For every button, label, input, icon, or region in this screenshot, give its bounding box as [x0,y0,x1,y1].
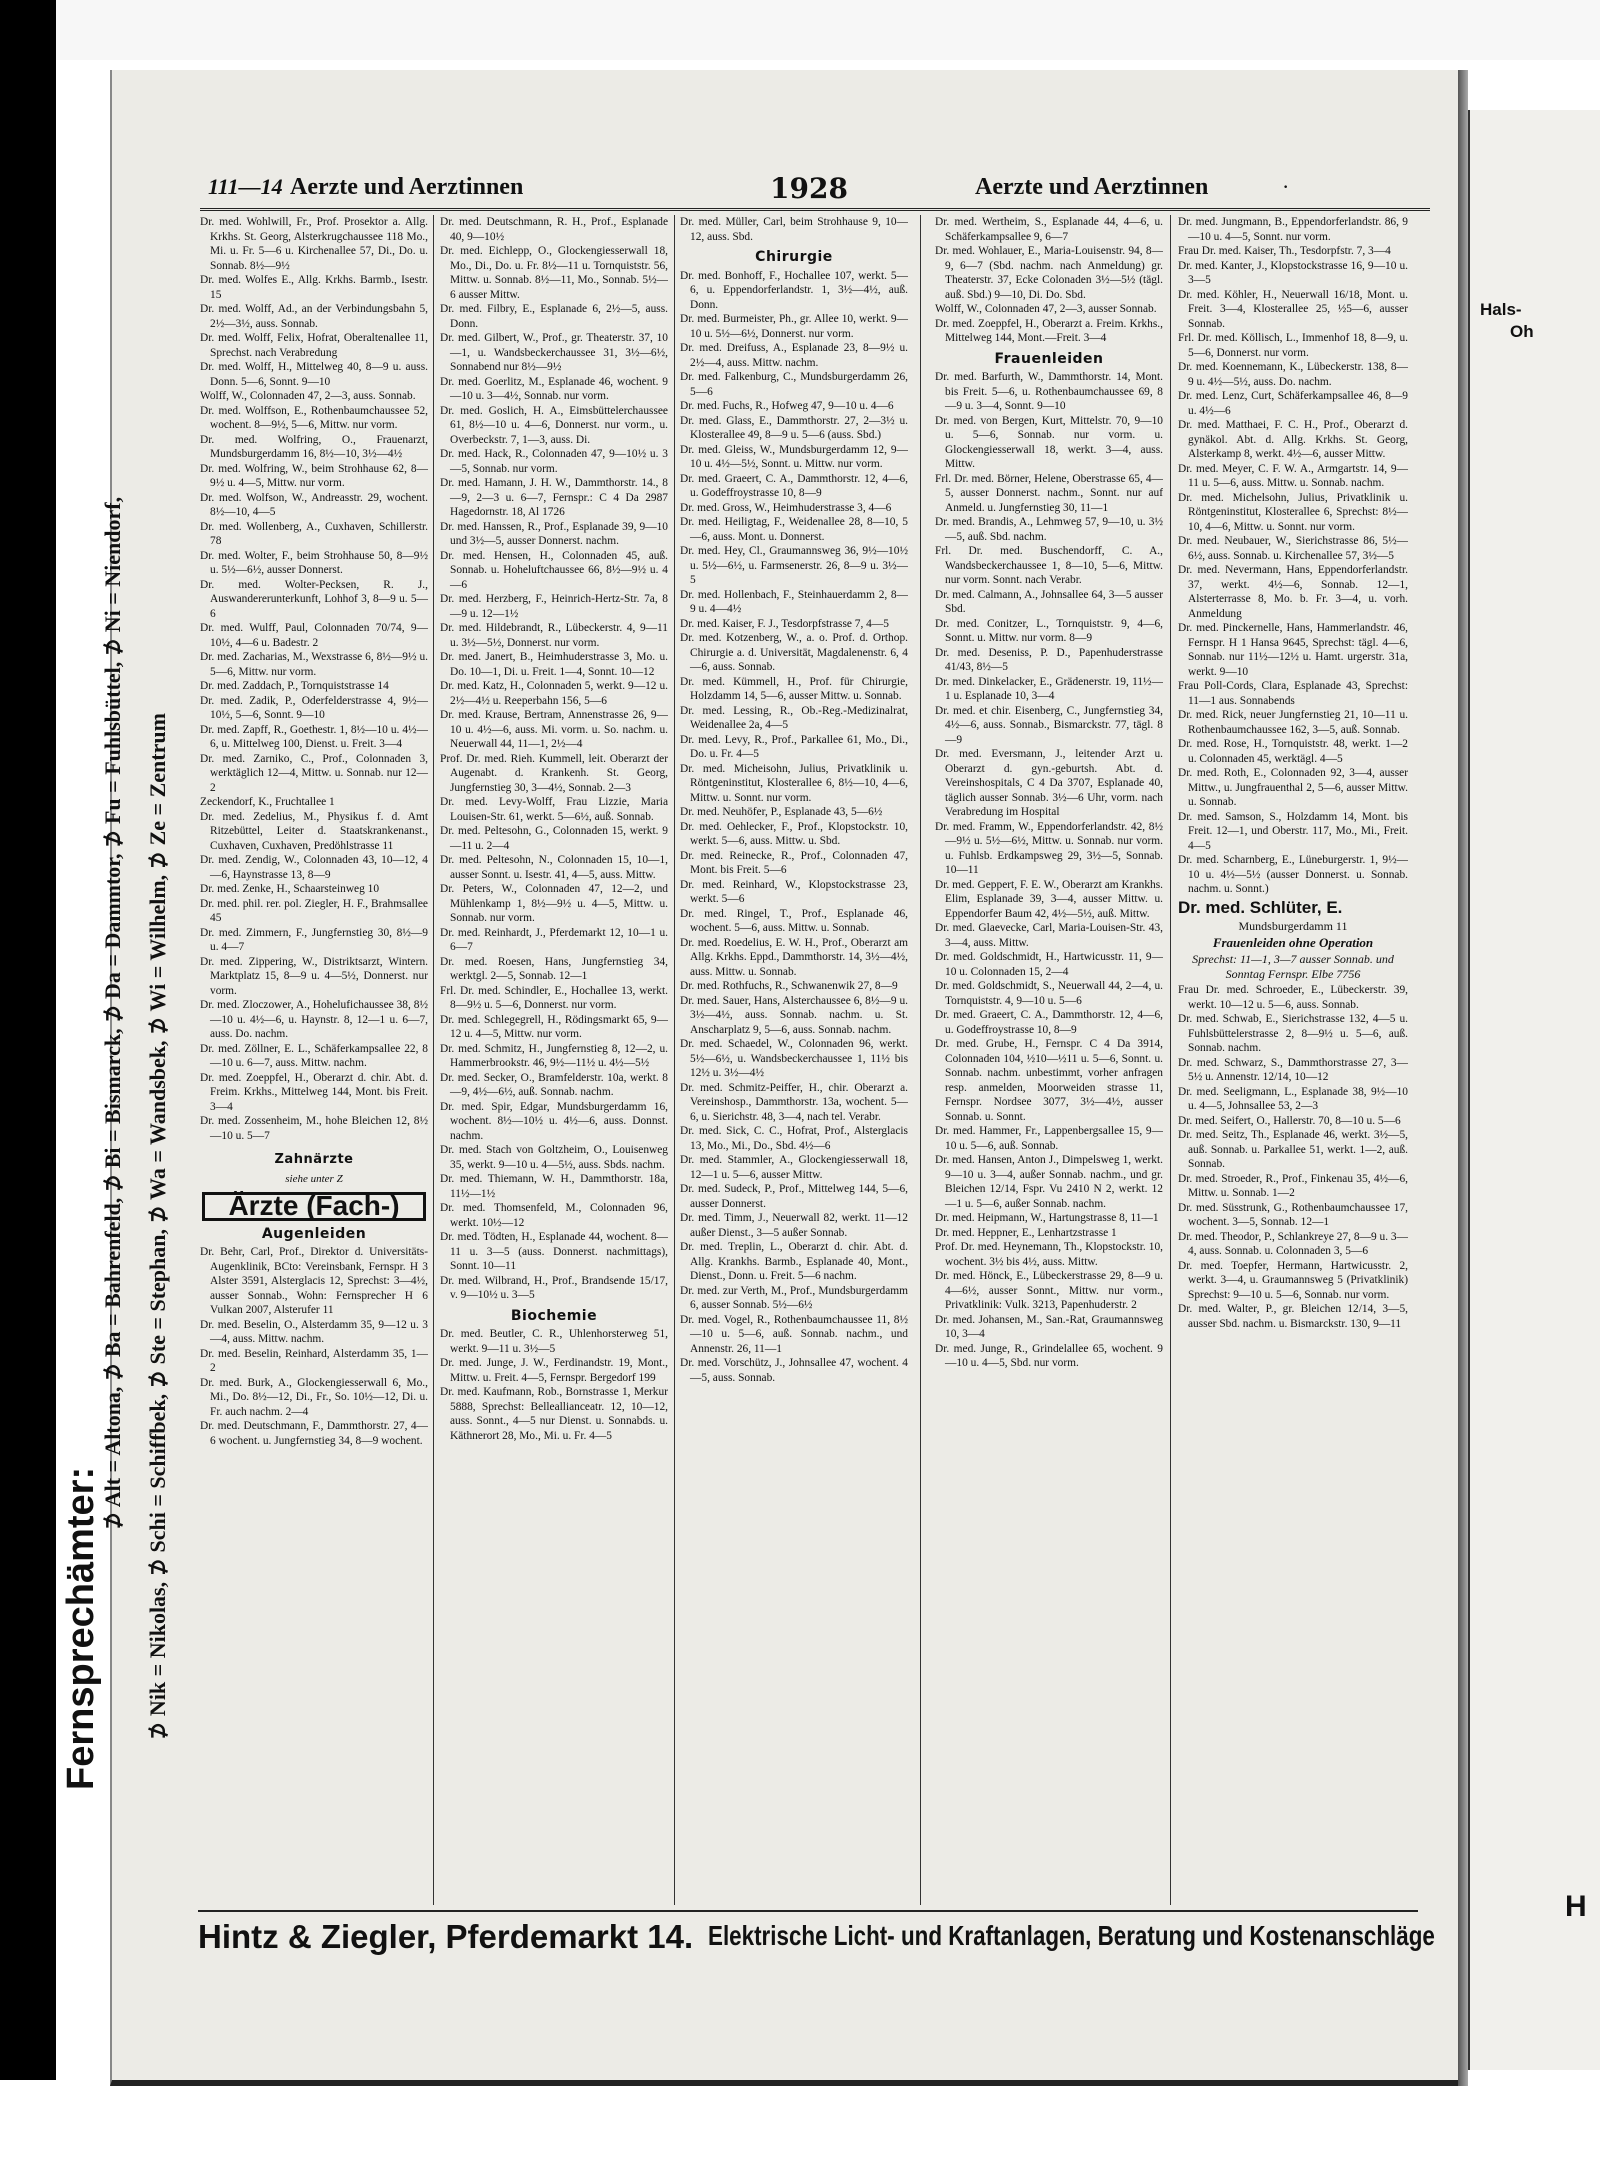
directory-entry: Dr. med. Walter, P., gr. Bleichen 12/14, 3—5, ausser Sbd. nachm. u. Bismarckstr. 130, 9—11 [1178,1303,1408,1330]
directory-entry: Dr. med. Seitz, Th., Esplanade 46, werkt. 3½—5, auß. Sonnab. u. Parkallee 51, werkt. 1—2, auß. Sonnab. [1178,1129,1408,1170]
directory-entry: Dr. med. Gilbert, W., Prof., gr. Theaterstr. 37, 10—1, u. Wandsbeckerchaussee 31, 3½—6½, Sonnabend nur 8½—9½ [440,332,668,373]
directory-entry: Dr. med. Matthaei, F. C. H., Prof., Oberarzt d. gynäkol. Abt. d. Allg. Krkhs. St. Georg, Alsterkamp 8, werkt. 4½—6, ausser Mittw. [1178,419,1408,460]
directory-entry: Dr. med. Peltesohn, G., Colonnaden 15, werkt. 9—11 u. 2—4 [440,825,668,852]
column-5 [1178,215,1408,1905]
zahnarzte-title: Zahnärzte [274,1152,354,1167]
directory-entry: Dr. med. Falkenburg, C., Mundsburgerdamm 26, 5—6 [680,371,908,398]
directory-entry: Dr. med. Wolter, F., beim Strohhause 50, 8—9½ u. 5½—6½, ausser Donnerst. [200,549,428,576]
next-page-letter: H [1565,1890,1587,1923]
directory-entry: Dr. med. Wolter-Pecksen, R. J., Auswandererunterkunft, Lohhof 3, 8—9 u. 5—6 [200,578,428,620]
directory-entry: Dr. med. Hollenbach, F., Steinhauerdamm 2, 8—9 u. 4—4½ [680,588,908,615]
column-divider [1170,215,1171,1905]
directory-entry: Dr. med. Hönck, E., Lübeckerstrasse 29, 8—9 u. 4—6½, ausser Sonnt., Mittw. nur vorm., Privatklinik: Vulk. 3213, Papenhuderstr. 2 [935,1270,1163,1311]
directory-entry: Dr. med. Framm, W., Eppendorferlandstr. 42, 8½—9½ u. 5½—6½, Mittw. u. Sonnab. nur vorm. u. Fuhlsb. Erdkampsweg 29, 3½—5, Sonnab. 10—11 [935,820,1163,876]
directory-entry: Dr. med. Pinckernelle, Hans, Hammerlandstr. 46, Fernspr. H 1 Hansa 9645, Sprechst: tägl. 4—6, Sonnab. nur 11½—12½ u. Hamt. urgerstr. 31a, werkt. 9—10 [1178,622,1408,678]
entry-list [200,1245,428,1448]
section-frauenleiden: Frauenleiden [994,350,1104,367]
directory-entry: Dr. med. Hammer, Fr., Lappenbergsallee 15, 9—10 u. 5—6, auß. Sonnab. [935,1125,1163,1152]
directory-entry: Dr. med. Schmitz, H., Jungfernstieg 8, 12—2, u. Hammerbrookstr. 46, 9½—11½ u. 4½—5½ [440,1042,668,1069]
directory-entry: Wolff, W., Colonnaden 47, 2—3, auss. Sonnab. [200,390,416,402]
directory-entry: Dr. med. Toepfer, Hermann, Hartwicusstr. 2, werkt. 3—4, u. Graumannsweg 5 (Privatklinik) Sprechst: 9—10 u. 5—6, Sonnab. nur vorm. [1178,1259,1408,1301]
directory-entry: Dr. med. Peltesohn, N., Colonnaden 15, 10—1, ausser Sonnt. u. Isestr. 41, 4—5, auss. Mittw. [440,854,668,881]
directory-entry: Dr. med. Thomsenfeld, M., Colonnaden 96, werkt. 10½—12 [440,1202,668,1229]
directory-entry: Dr. med. Hildebrandt, R., Lübeckerstr. 4, 9—11 u. 3½—5½, Donnerst. nur vorm. [440,622,668,649]
directory-entry: Dr. med. Wollenberg, A., Cuxhaven, Schillerstr. 78 [200,520,428,547]
sidebar-exchange-list-1: ⊅ Alt = Altona, ⊅ Ba = Bahrenfeld, ⊅ Bi = Bismarck, ⊅ Da = Dammtor, ⊅ Fu = Fuhlsbüttel, ⊅ Ni = Niendorf, [100,496,125,1530]
directory-entry: Dr. med. Stroeder, R., Prof., Finkenau 35, 4½—6, Mittw. u. Sonnab. 1—2 [1178,1172,1408,1199]
directory-entry: Dr. med. Deutschmann, F., Dammthorstr. 27, 4—6 wochent. u. Jungfernstieg 34, 8—9 wochent. [200,1420,428,1447]
directory-entry: Dr. med. Zaddach, P., Tornquiststrasse 14 [200,680,389,692]
directory-entry: Dr. med. Zadik, P., Oderfelderstrasse 4, 9½—10½, 5—6, Sonnt. 9—10 [200,694,428,721]
directory-entry: Dr. med. Wolfring, O., Frauenarzt, Mundsburgerdamm 16, 8½—10, 3½—4½ [200,433,428,460]
directory-entry: Dr. med. Zendig, W., Colonnaden 43, 10—12, 4—6, Haynstrasse 13, 8—9 [200,854,428,881]
directory-entry: Dr. med. Zacharias, M., Wexstrasse 6, 8½—9½ u. 5—6, Mittw. nur vorm. [200,651,428,678]
next-page-heading-1: Hals- [1480,300,1522,319]
directory-entry: Dr. med. Wolff, Ad., an der Verbindungsbahn 5, 2½—3½, auss. Sonnab. [200,303,428,330]
directory-entry: Dr. med. Ringel, T., Prof., Esplanade 46, wochent. 5—6, auss. Mittw. u. Sonnab. [680,907,908,934]
directory-entry: Dr. med. Rose, H., Tornquiststr. 48, werkt. 1—2 u. Colonnaden 45, werktägl. 4—5 [1178,738,1408,765]
directory-entry: Dr. med. Kotzenberg, W., a. o. Prof. d. Orthop. Chirurgie a. d. Universität, Magdalenenstr. 6, 4—6, auss. Sonnab. [680,632,908,673]
scan-left-border [0,0,56,2080]
directory-entry: Dr. med. Schlegegrell, H., Rödingsmarkt 65, 9—12 u. 4—5, Mittw. nur vorm. [440,1013,668,1040]
directory-entry: Dr. med. Barfurth, W., Dammthorstr. 14, Mont. bis Freit. 5—6, u. Rothenbaumchaussee 69, 8—9 u. 3—4, Sonnt. 9—10 [935,371,1163,412]
directory-entry: Dr. Peters, W., Colonnaden 47, 12—2, und Mühlenkamp 1, 8½—9½ u. 4—5, Mittw. u. Sonnab. nur vorm. [440,883,668,924]
directory-entry: Dr. med. Michelsohn, Julius, Privatklinik u. Röntgeninstitut, Klosterallee 6, Sprechst: 8½—10, 4—6, Mittw. u. Sonnt. nur vorm. [1178,491,1408,533]
directory-entry: Dr. med. Goslich, H. A., Eimsbüttelerchaussee 61, 8½—10 u. 4—6, Donnerst. nur vorm., u. Overbeckstr. 7, 1—3, auss. Di. [440,404,668,446]
zahnarzte-reference: siehe unter Z [285,1172,343,1185]
directory-entry: Dr. med. Rick, neuer Jungfernstieg 21, 10—11 u. Rothenbaumchaussee 162, 3—5, auß. Sonnab. [1178,709,1408,736]
directory-entry: Dr. med. Lenz, Curt, Schäferkampsallee 46, 8—9 u. 4½—6 [1178,390,1408,417]
directory-entry: Dr. med. Eversmann, J., leitender Arzt u. Oberarzt d. gyn.-geburtsh. Abt. d. Vereinshospitals, C 4 Da 3707, Esplanade 40, täglich ausser Sonnab. 3½—6 Uhr, vorm. nach Verabredung im Hospital [935,748,1163,818]
column-2 [440,215,668,1905]
directory-entry: Prof. Dr. med. Rieh. Kummell, leit. Oberarzt der Augenabt. d. Krankenh. St. Georg, Jungfernstieg 30, 3—4½, Sonnab. 2—3 [440,752,668,794]
directory-entry: Dr. med. Goldschmidt, S., Neuerwall 44, 2—4, u. Tornquiststr. 4, 9—10 u. 5—6 [935,980,1163,1007]
directory-entry: Dr. med. Tödten, H., Esplanade 44, wochent. 8—11 u. 3—5 (auss. Donnerst. nachmittags), Sonnt. 10—11 [440,1231,668,1272]
directory-entry: Dr. med. Hamann, J. H. W., Dammthorstr. 14., 8—9, 2—3 u. 6—7, Fernspr.: C 4 Da 2987 Hagedornstr. 18, Al 1726 [440,477,668,518]
directory-entry: Dr. med. Zimmern, F., Jungfernstieg 30, 8½—9 u. 4—7 [200,926,428,953]
directory-entry: Zeckendorf, K., Fruchtallee 1 [200,796,335,808]
column-divider [674,215,675,1905]
directory-entry: Dr. med. Brandis, A., Lehmweg 57, 9—10, u. 3½—5, auß. Sbd. nachm. [935,516,1163,543]
directory-entry: Dr. med. Theodor, P., Schlankreye 27, 8—9 u. 3—4, auss. Sonnab. u. Colonnaden 3, 5—6 [1178,1230,1408,1257]
directory-entry: Dr. med. Filbry, E., Esplanade 6, 2½—5, auss. Donn. [440,303,668,330]
directory-entry: Dr. med. Wolfson, W., Andreasstr. 29, wochent. 8½—10, 4—5 [200,491,428,518]
directory-entry: Dr. med. Glaevecke, Carl, Maria-Louisen-Str. 43, 3—4, auss. Mittw. [935,922,1163,949]
directory-entry: Dr. med. Beutler, C. R., Uhlenhorsterweg 51, werkt. 9—11 u. 3½—5 [440,1328,668,1355]
directory-entry: Dr. Behr, Carl, Prof., Direktor d. Universitäts-Augenklinik, BCto: Vereinsbank, Fernspr. H 3 Alster 3591, Alsterglacis 12, Sprechst: 3—4½, ausser Sonnab., Wohn: Fernsprecher H 6 Vulkan 2007, Alsterufer 11 [200,1246,428,1316]
sidebar-title: Fernsprechämter: [60,1466,102,1790]
page-number: 111—14 [208,174,283,199]
sidebar-exchange-list-2: ⊅ Nik = Nikolas, ⊅ Schi = Schiffbek, ⊅ Ste = Stephan, ⊅ Wa = Wandsbek, ⊅ Wi = Wilhelm, ⊅ Ze = Zentrum [145,713,170,1740]
featured-entry-hours: Sprechst: 11—1, 3—7 ausser Sonnab. und Sonntag Fernspr. Elbe 7756 [1192,952,1394,981]
advertisement-footer [198,1910,1435,1958]
directory-entry: Dr. med. Heipmann, W., Hartungstrasse 8, 11—1 [935,1212,1159,1224]
directory-entry: Dr. med. Deseniss, P. D., Papenhuderstrasse 41/43, 8½—5 [935,646,1163,673]
directory-entry: Dr. med. Sauer, Hans, Alsterchaussee 6, 8½—9 u. 3½—4½, auss. Sonnab. nachm. u. St. Anscharplatz 9, 5—6, auss. Sonnab. nachm. [680,994,908,1036]
directory-entry: Dr. med. Hansen, Anton J., Dimpelsweg 1, werkt. 9—10 u. 3—4, außer Sonnab. nachm., und gr. Bleichen 12/14, Fspr. Vu 2410 N 2, werkt. 12—1 u. 5—6, außer Sonnab. nachm. [935,1154,1163,1210]
directory-entry: Dr. med. Roth, E., Colonnaden 92, 3—4, ausser Mittw., u. Jungfrauenthal 2, 5—6, ausser Mittw. u. Sonnab. [1178,767,1408,808]
directory-entry: Dr. med. Koennemann, K., Lübeckerstr. 138, 8—9 u. 4½—5½, auss. Do. nachm. [1178,361,1408,388]
directory-entry: Dr. med. Schmitz-Peiffer, H., chir. Oberarzt a. Vereinshosp., Dammthorstr. 13a, wochent. 5—6, u. Sierichstr. 48, 3—4, nach tel. Verabr. [680,1081,908,1123]
directory-entry: Dr. med. Sudeck, P., Prof., Mittelweg 144, 5—6, ausser Donnerst. [680,1183,908,1210]
next-page-edge [1468,110,1600,2070]
entry-list [200,215,428,1143]
directory-entry: Dr. med. Zöllner, E. L., Schäferkampsallee 22, 8—10 u. 6—7, auss. Mittw. nachm. [200,1042,428,1069]
directory-entry: Dr. med. Reinhardt, J., Pferdemarkt 12, 10—1 u. 6—7 [440,926,668,953]
directory-entry: Dr. med. Scharnberg, E., Lüneburgerstr. 1, 9½—10 u. 4½—5½ (ausser Donnerst. u. Sonnab. nachm. u. Sonnt.) [1178,854,1408,895]
directory-entry: Dr. med. Katz, H., Colonnaden 5, werkt. 9—12 u. 2½—4½ u. Reeperbahn 156, 5—6 [440,680,668,707]
directory-entry: Dr. med. Kanter, J., Klopstockstrasse 16, 9—10 u. 3—5 [1178,259,1408,286]
directory-entry: Dr. med. Janert, B., Heimhuderstrasse 3, Mo. u. Do. 10—1, Di. u. Freit. 1—4, Sonnt. 10—12 [440,651,668,678]
directory-entry: Dr. med. Secker, O., Bramfelderstr. 10a, werkt. 8—9, 4½—6½, auß. Sonnab. nachm. [440,1071,668,1098]
directory-entry: Dr. med. Müller, Carl, beim Strohhause 9, 10—12, auss. Sbd. [680,216,908,243]
directory-entry: Dr. med. Glass, E., Dammthorstr. 27, 2—3½ u. Klosterallee 49, 8—9 u. 5—6 (auss. Sbd.) [680,414,908,441]
directory-entry: Dr. med. Micheisohn, Julius, Privatklinik u. Röntgeninstitut, Klosterallee 6, 8½—10, 4—6, Mittw. u. Sonnt. nur vorm. [680,762,908,804]
directory-entry: Dr. med. Krause, Bertram, Annenstrasse 26, 9—10 u. 4½—6, auss. Mi. vorm. u. So. nachm. u. Neuerwall 44, 11—1, 2½—4 [440,709,668,750]
directory-entry: Dr. med. Eichlepp, O., Glockengiesserwall 18, Mo., Di., Do. u. Fr. 8½—11 u. Tornquiststr. 56, Mittw. u. Sonnab. 8½—11, Mo., Sonnab. 5½—6 ausser Mittw. [440,245,668,301]
directory-entry: Dr. med. Hey, Cl., Graumannsweg 36, 9½—10½ u. 5½—6½, u. Farmsenerstr. 26, 8—9 u. 3½—5 [680,545,908,586]
directory-entry: Dr. med. Heiligtag, F., Weidenallee 28, 8—10, 5—6, auss. Mont. u. Donnerst. [680,516,908,543]
directory-entry: Dr. med. Zenke, H., Schaarsteinweg 10 [200,883,380,895]
directory-entry: Dr. med. Hensen, H., Colonnaden 45, auß. Sonnab. u. Hoheluftchaussee 66, 8½—9½ u. 4—6 [440,549,668,591]
directory-entry: Dr. med. Grube, H., Fernspr. C 4 Da 3914, Colonnaden 104, ½10—½11 u. 5—6, Sonnt. u. Sonnab. nachm. unbestimmt, vorher anfragen resp. anmelden, Moorweiden strasse 11, Fernspr. Nordsee 3077, 3½—4½, ausser Sonnab. u. Sonnt. [935,1038,1163,1123]
next-page-heading-2: Oh [1510,322,1534,341]
entry-list [440,1327,668,1443]
directory-entry: Dr. med. Nevermann, Hans, Eppendorferlandstr. 37, werkt. 4½—6, Sonnab. 12—1, Alsterterrasse 8, Mo. b. Fr. 3—4, u. vorh. Anmeldung [1178,564,1408,620]
featured-entry-name: Dr. med. Schlüter, E. [1178,897,1343,917]
section-augenleiden: Augenleiden [261,1225,367,1242]
directory-entry: Dr. med. Stammler, A., Glockengiesserwall 18, 12—1 u. 5—6, ausser Mittw. [680,1154,908,1181]
column-1 [200,215,428,1905]
directory-entry: Dr. med. Calmann, A., Johnsallee 64, 3—5 ausser Sbd. [935,588,1163,615]
directory-entry: Dr. med. Dreifuss, A., Esplanade 23, 8—9½ u. 2½—4, auss. Mittw. nachm. [680,342,908,369]
directory-entry: Dr. med. Sick, C. C., Hofrat, Prof., Alsterglacis 13, Mo., Mi., Do., Sbd. 4½—6 [680,1125,908,1152]
directory-entry: Frl. Dr. med. Schindler, E., Hochallee 13, werkt. 8—9½ u. 5—6, Donnerst. nur vorm. [440,984,668,1011]
directory-entry: Dr. med. Levy-Wolff, Frau Lizzie, Maria Louisen-Str. 61, werkt. 5—6½, auß. Sonnab. [440,796,668,823]
directory-entry: Dr. med. Roesen, Hans, Jungfernstieg 34, werktgl. 2—5, Sonnab. 12—1 [440,955,668,982]
directory-entry: Dr. med. Zoeppfel, H., Oberarzt a. Freim. Krkhs., Mittelweg 144, Mont.—Freit. 3—4 [935,317,1163,344]
directory-entry: Dr. med. Vogel, R., Rothenbaumchaussee 11, 8½—10 u. 5—6, auß. Sonnab. nachm., und Annenstr. 26, 11—1 [680,1313,908,1355]
fach-section-box: Ärzte (Fach-) [202,1192,426,1221]
directory-entry: Dr. med. Wolfring, W., beim Strohhause 62, 8—9½ u. 4—5, Mittw. nur vorm. [200,462,428,489]
directory-entry: Dr. med. Kümmell, H., Prof. für Chirurgie, Holzdamm 14, 5—6, ausser Mittw. u. Sonnab. [680,675,908,702]
directory-entry: Dr. med. Samson, S., Holzdamm 14, Mont. bis Freit. 12—1, und Oberstr. 117, Mo., Mi., Freit. 4—5 [1178,810,1408,852]
directory-entry: Dr. med. Zloczower, A., Hohelufichaussee 38, 8½—10 u. 4½—6, u. Haynstr. 8, 12—1 u. 6—7, auss. Do. nachm. [200,999,428,1040]
directory-entry: Dr. med. Timm, J., Neuerwall 82, werkt. 11—12 außer Dienst., 3—5 außer Sonnab. [680,1212,908,1239]
directory-entry: Dr. med. Junge, R., Grindelallee 65, wochent. 9—10 u. 4—5, Sbd. nur vorm. [935,1342,1163,1369]
directory-entry: Dr. med. Beselin, O., Alsterdamm 35, 9—12 u. 3—4, auss. Mittw. nachm. [200,1318,428,1345]
directory-entry: Dr. med. Vorschütz, J., Johnsallee 47, wochent. 4—5, auss. Sonnab. [680,1357,908,1384]
directory-entry: Dr. med. Heppner, E., Lenhartzstrasse 1 [935,1226,1117,1239]
directory-entry: Dr. med. Reinhard, W., Klopstockstrasse 23, werkt. 5—6 [680,878,908,905]
entry-list [1178,983,1408,1331]
page-header [200,174,1430,211]
entry-list [1178,215,1408,897]
directory-entry: Dr. med. Geppert, F. E. W., Oberarzt am Krankhs. Elim, Esplanade 39, 3—4, ausser Mittw. u. Eppendorfer Baum 42, 4½—5½, auß. Mittw. [935,878,1163,920]
directory-entry: Dr. med. Hack, R., Colonnaden 47, 9—10½ u. 3—5, Sonnab. nur vorm. [440,448,668,475]
entry-list [680,215,908,244]
directory-entry: Dr. med. Burk, A., Glockengiesserwall 6, Mo., Mi., Do. 8½—12, Di., Fr., So. 10½—12, Di. u. Fr. auch nachm. 2—4 [200,1376,428,1418]
scan-top-margin [0,0,1600,60]
column-3 [680,215,908,1905]
directory-entry: Dr. med. Gleiss, W., Mundsburgerdamm 12, 9—10 u. 4½—5½, Sonnt. u. Mittw. nur vorm. [680,443,908,470]
directory-entry: Dr. med. Goldschmidt, H., Hartwicusstr. 11, 9—10 u. Colonnaden 15, 2—4 [935,951,1163,978]
page-edge-shadow [1458,70,1468,2086]
entry-list [935,215,1163,346]
directory-entry: Dr. med. Zedelius, M., Physikus f. d. Amt Ritzebüttel, Leiter d. Staatskrankenanst., Cuxhaven, Cuxhaven, Predöhlstrasse 11 [200,810,428,852]
directory-entry: Dr. med. Zoeppfel, H., Oberarzt d. chir. Abt. d. Freim. Krkhs., Mittelweg 144, Mont. bis Freit. 3—4 [200,1071,428,1113]
directory-entry: Dr. med. Wolff, H., Mittelweg 40, 8—9 u. auss. Donn. 5—6, Sonnt. 9—10 [200,361,428,388]
directory-entry: Dr. med. Neubauer, W., Sierichstrasse 86, 5½—6½, auss. Sonnab. u. Kirchenallee 57, 3½—5 [1178,535,1408,562]
section-biochemie: Biochemie [510,1307,598,1324]
footer-services: Elektrische Licht- und Kraftanlagen, Beratung und Kostenanschläge [708,1920,1435,1951]
directory-entry: Dr. med. Spir, Edgar, Mundsburgerdamm 16, wochent. 8½—10½ u. 4½—6, auss. Donnst. nachm. [440,1100,668,1142]
directory-entry: Dr. med. Dinkelacker, E., Grädenerstr. 19, 11½—1 u. Esplanade 10, 3—4 [935,675,1163,702]
header-year: 1928 [770,172,848,205]
featured-entry-address: Mundsburgerdamm 11 [1238,919,1348,933]
directory-entry: Dr. med. zur Verth, M., Prof., Mundsburgerdamm 6, ausser Sonnab. 5½—6½ [680,1284,908,1311]
directory-entry: Dr. med. Lessing, R., Ob.-Reg.-Medizinalrat, Weidenallee 2a, 4—5 [680,704,908,731]
directory-entry: Prof. Dr. med. Heynemann, Th., Klopstockstr. 10, wochent. 3½ bis 4½, auss. Mittw. [935,1241,1163,1268]
column-divider [433,215,434,1905]
header-title-right: Aerzte und Aerztinnen [975,174,1209,200]
directory-entry: Dr. med. Stach von Goltzheim, O., Louisenweg 35, werkt. 9—10 u. 4—5½, auss. Sbds. nachm. [440,1144,668,1171]
directory-entry: Dr. med. Meyer, C. F. W. A., Armgartstr. 14, 9—11 u. 5—6, auss. Mittw. u. Sonnab. nachm. [1178,462,1408,489]
directory-entry: Dr. med. Wilbrand, H., Prof., Brandsende 15/17, v. 9—10½ u. 3—5 [440,1274,668,1301]
column-4 [935,215,1163,1905]
directory-entry: Dr. med. Johansen, M., San.-Rat, Graumannsweg 10, 3—4 [935,1313,1163,1340]
directory-entry: Dr. med. Conitzer, L., Tornquiststr. 9, 4—6, Sonnt. u. Mittw. nur vorm. 8—9 [935,617,1163,644]
directory-entry: Dr. med. Deutschmann, R. H., Prof., Esplanade 40, 9—10½ [440,216,668,243]
header-dot: · [1282,174,1290,199]
featured-entry-specialty: Frauenleiden ohne Operation [1212,934,1374,950]
directory-entry: Dr. med. Levy, R., Prof., Parkallee 61, Mo., Di., Do. u. Fr. 4—5 [680,733,908,760]
directory-entry: Dr. med. Wulff, Paul, Colonnaden 70/74, 9—10½, 4—6 u. Badestr. 2 [200,622,428,649]
entry-list [935,370,1163,1371]
directory-entry: Dr. med. Zippering, W., Distriktsarzt, Wintern. Marktplatz 15, 8—9 u. 4—5½, Donnerst. nur vorm. [200,955,428,997]
directory-entry: Dr. med. Bonhoff, F., Hochallee 107, werkt. 5—6, u. Eppendorferlandstr. 1, 3½—4½, auß. Donn. [680,269,908,311]
directory-entry: Wolff, W., Colonnaden 47, 2—3, ausser Sonnab. [935,303,1157,315]
directory-entry: Dr. med. Beselin, Reinhard, Alsterdamm 35, 1—2 [200,1347,428,1374]
directory-entry: Dr. med. Graeert, C. A., Dammthorstr. 12, 4—6, u. Godeffroystrasse 10, 8—9 [935,1009,1163,1036]
directory-entry: Dr. med. Wolff, Felix, Hofrat, Oberaltenallee 11, Sprechst. nach Verabredung [200,332,428,359]
directory-entry: Dr. med. Junge, J. W., Ferdinandstr. 19, Mont., Mittw. u. Freit. 4—5, Fernspr. Bergedorf 199 [440,1357,668,1384]
directory-entry: Dr. med. phil. rer. pol. Ziegler, H. F., Brahmsallee 45 [200,897,428,924]
directory-entry: Dr. med. Kaufmann, Rob., Bornstrasse 1, Merkur 5888, Sprechst: Belleallianceatr. 12, 10—12, auss. Sonnt., 4—5 nur Dienst. u. Sonnabds. u. Käthnerort 28, Mo., Mi. u. Fr. 4—5 [440,1386,668,1442]
directory-entry: Dr. med. Rothfuchs, R., Schwanenwik 27, 8—9 [680,980,898,992]
directory-entry: Dr. med. Gross, W., Heimhuderstrasse 3, 4—6 [680,501,892,514]
directory-entry: Dr. med. Burmeister, Ph., gr. Allee 10, werkt. 9—10 u. 5½—6½, Donnerst. nur vorm. [680,313,908,340]
directory-entry: Dr. med. Neuhöfer, P., Esplanade 43, 5—6½ [680,806,883,818]
directory-entry: Dr. med. Süsstrunk, G., Rothenbaumchaussee 17, wochent. 3—5, Sonnab. 12—1 [1178,1201,1408,1228]
directory-entry: Dr. med. Schwarz, S., Dammthorstrasse 27, 3—5½ u. Annenstr. 12/14, 10—12 [1178,1056,1408,1083]
directory-entry: Dr. med. Wolfes E., Allg. Krkhs. Barmb., Isestr. 15 [200,274,428,301]
directory-entry: Dr. med. Kaiser, F. J., Tesdorpfstrasse 7, 4—5 [680,617,889,630]
directory-entry: Frau Poll-Cords, Clara, Esplanade 43, Sprechst: 11—1 aus. Sonnabends [1178,680,1408,707]
directory-entry: Dr. med. Zapff, R., Goethestr. 1, 8½—10 u. 4½—6, u. Mittelweg 100, Dienst. u. Freit. 3—4 [200,723,428,750]
directory-entry: Dr. med. Wertheim, S., Esplanade 44, 4—6, u. Schäferkampsallee 9, 6—7 [935,216,1163,243]
directory-entry: Dr. med. Schaedel, W., Colonnaden 96, werkt. 5½—6½, u. Wandsbeckerchaussee 1, 11½ bis 12½ u. 3½—4½ [680,1038,908,1079]
directory-entry: Dr. med. et chir. Eisenberg, C., Jungfernstieg 34, 4½—6, auss. Sonnab., Bismarckstr. 77, tägl. 8—9 [935,704,1163,746]
directory-entry: Dr. med. Herzberg, F., Heinrich-Hertz-Str. 7a, 8—9 u. 12—1½ [440,593,668,620]
directory-entry: Dr. med. Wolffson, E., Rothenbaumchaussee 52, wochent. 8—9½, 5—6, Mittw. nur vorm. [200,404,428,431]
directory-entry: Dr. med. Wohlwill, Fr., Prof. Prosektor a. Allg. Krkhs. St. Georg, Alsterkrugchaussee 118 Mo., Mi. u. Fr. 5—6 u. Kirchenallee 57, Di., Do. u. Sonnab. 8½—9½ [200,216,428,272]
directory-entry: Dr. med. Seifert, O., Hallerstr. 70, 8—10 u. 5—6 [1178,1114,1401,1127]
directory-entry: Dr. med. Zarniko, C., Prof., Colonnaden 3, werktäglich 12—4, Mittw. u. Sonnab. nur 12—2 [200,752,428,794]
directory-entry: Dr. med. Köhler, H., Neuerwall 16/18, Mont. u. Freit. 3—4, Klosterallee 25, ½5—6, ausser Sonnab. [1178,288,1408,330]
directory-entry: Frl. Dr. med. Köllisch, L., Immenhof 18, 8—9, u. 5—6, Donnerst. nur vorm. [1178,332,1408,359]
header-title-left: Aerzte und Aerztinnen [290,174,524,200]
directory-entry: Frau Dr. med. Kaiser, Th., Tesdorpfstr. 7, 3—4 [1178,245,1391,257]
directory-entry: Dr. med. Roedelius, E. W. H., Prof., Oberarzt am Allg. Krkhs. Eppd., Dammthorstr. 14, 3½—4½, auss. Mittw. u. Sonnab. [680,936,908,978]
column-divider [920,215,921,1905]
directory-entry: Dr. med. Goerlitz, M., Esplanade 46, wochent. 9—10 u. 3—4½, Sonnab. nur vorm. [440,375,668,402]
footer-firm-name: Hintz & Ziegler, Pferdemarkt 14. [198,1918,694,1955]
directory-entry: Dr. med. Fuchs, R., Hofweg 47, 9—10 u. 4—6 [680,400,894,412]
entry-list [440,215,668,1303]
directory-entry: Frl. Dr. med. Börner, Helene, Oberstrasse 65, 4—5, ausser Donnerst. nachm., Sonnt. nur auf Anmeld. u. Jungfernstieg 30, 11—1 [935,472,1163,514]
directory-entry: Dr. med. von Bergen, Kurt, Mittelstr. 70, 9—10 u. 5—6, Sonnab. nur vorm. u. Glockengiesserwall 18, werkt. 3—4, auss. Mittw. [935,414,1163,470]
directory-entry: Dr. med. Reinecke, R., Prof., Colonnaden 47, Mont. bis Freit. 5—6 [680,849,908,876]
entry-list [680,269,908,1386]
section-chirurgie: Chirurgie [755,249,833,265]
directory-entry: Dr. med. Seeligmann, L., Esplanade 38, 9½—10 u. 4—5, Johnsallee 53, 2—3 [1178,1085,1408,1112]
directory-entry: Dr. med. Zossenheim, M., hohe Bleichen 12, 8½—10 u. 5—7 [200,1115,428,1142]
directory-entry: Dr. med. Wohlauer, E., Maria-Louisenstr. 94, 8—9, 6—7 (Sbd. nachm. nach Anmeldung) gr. Theaterstr. 37, Ecke Colonaden 3½—5½ (tägl. auß. Sbd.) 9—10, Di. Do. Sbd. [935,245,1163,301]
directory-entry: Dr. med. Oehlecker, F., Prof., Klopstockstr. 10, werkt. 5—6, auss. Mittw. u. Sbd. [680,820,908,847]
directory-entry: Dr. med. Thiemann, W. H., Dammthorstr. 18a, 11½—1½ [440,1173,668,1200]
directory-entry: Frau Dr. med. Schroeder, E., Lübeckerstr. 39, werkt. 10—12 u. 5—6, auss. Sonnab. [1178,984,1408,1011]
directory-entry: Dr. med. Jungmann, B., Eppendorferlandstr. 86, 9—10 u. 4—5, Sonnt. nur vorm. [1178,216,1408,243]
directory-entry: Dr. med. Graeert, C. A., Dammthorstr. 12, 4—6, u. Godeffroystrasse 10, 8—9 [680,472,908,499]
directory-entry: Dr. med. Schwab, E., Sierichstrasse 132, 4—5 u. Fuhlsbüttelerstrasse 2, 8—9½ u. 5—6, auß. Sonnab. nachm. [1178,1013,1408,1054]
directory-entry: Dr. med. Hanssen, R., Prof., Esplanade 39, 9—10 und 3½—5, ausser Donnerst. nachm. [440,520,668,547]
directory-entry: Dr. med. Treplin, L., Oberarzt d. chir. Abt. d. Allg. Krankhs. Barmb., Esplanade 40, Mont., Dienst., Donn. u. Freit. 5—6 nachm. [680,1241,908,1282]
directory-entry: Frl. Dr. med. Buschendorff, C. A., Wandsbeckerchaussee 1, 8—10, 5—6, Mittw. nur vorm. Sonnt. nach Verabr. [935,545,1163,586]
